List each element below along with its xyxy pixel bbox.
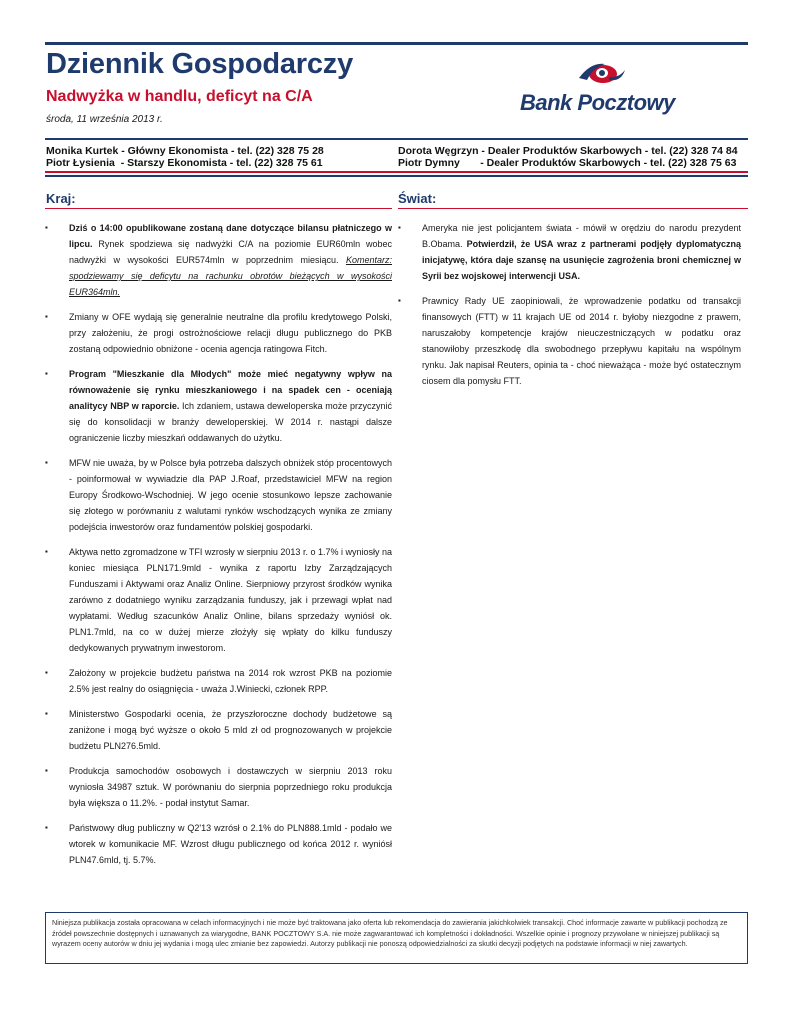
item-text: Ich zdaniem, ustawa deweloperska może przyczynić się do konsolidacji w branży deweloperskiej. W 2014 r. nastąpi dalsze ograniczenie liczby mieszkań oddawanych do użytku. <box>69 401 392 443</box>
kraj-heading: Kraj: <box>46 191 76 206</box>
list-item <box>398 220 741 284</box>
bullet-icon: ▪ <box>45 312 48 321</box>
top-rule <box>45 42 748 45</box>
contact-left-2: Piotr Łysienia - Starszy Ekonomista - tel. (22) 328 75 61 <box>46 157 323 169</box>
swiat-list <box>398 220 741 389</box>
list-item <box>45 665 392 697</box>
list-item <box>45 544 392 656</box>
bullet-icon: ▪ <box>398 223 401 232</box>
contact-right-2: Piotr Dymny - Dealer Produktów Skarbowych - tel. (22) 328 75 63 <box>398 157 737 169</box>
kraj-column <box>45 220 392 877</box>
item-text: Rynek spodziewa się nadwyżki C/A na poziomie EUR60mln wobec nadwyżki w wysokości EUR574mln w poprzednim miesiącu. <box>69 239 392 265</box>
item-text: Zmiany w OFE wydają się generalnie neutralne dla profilu kredytowego Polski, przy założeniu, że progi ostrożnościowe relacji długu publicznego do PKB zostaną odpowiednio obniżone - ocenia agencja ratingowa Fitch. <box>69 312 392 354</box>
contact-left-1: Monika Kurtek - Główny Ekonomista - tel. (22) 328 75 28 <box>46 145 324 157</box>
disclaimer-footer <box>45 912 748 964</box>
item-text: Ministerstwo Gospodarki ocenia, że przyszłoroczne dochody budżetowe są zaniżone i mogą być wyższe o około 5 mld zł od prognozowanych w projekcie budżetu PLN276.5mld. <box>69 709 392 751</box>
item-comment: Komentarz: spodziewamy się deficytu na rachunku obrotów bieżących w wysokości EUR364mln. <box>69 255 392 297</box>
item-text: Prawnicy Rady UE zaopiniowali, że wprowadzenie podatku od transakcji finansowych (FTT) w 11 krajach UE od 2014 r. byłoby niezgodne z prawem, naruszałoby kompetencje krajów nieuczestniczących w podatku oraz stanowiłoby przeszkodę dla swobodnego przepływu kapitału na wspólnym rynku. Jak napisał Reuters, opinia ta - choć nieważąca - może być ostatecznym ciosem dla pomysłu FTT. <box>422 296 741 386</box>
contacts-bottom-rule <box>45 175 748 177</box>
item-text: MFW nie uważa, by w Polsce była potrzeba dalszych obniżek stóp procentowych - poinformował w wywiadzie dla PAP J.Roaf, przedstawiciel MFW na region Europy Środkowo-Wschodniej. W jego ocenie stosunkowo lepsze zachowanie się złotego w porównaniu z walutami rynków wschodzących wynika ze zmiany podejścia inwestorów oraz fundamentów polskiej gospodarki. <box>69 458 392 532</box>
contacts-bottom-rule-red <box>45 171 748 173</box>
item-bold-text: Potwierdził, że USA wraz z partnerami podjęły dyplomatyczną inicjatywę, która daje szansę na usunięcie zagrożenia broni chemicznej w Syrii bez wojskowej interwencji USA. <box>422 239 741 281</box>
list-item <box>45 763 392 811</box>
bank-logo-text: Bank Pocztowy <box>520 90 675 115</box>
list-item <box>45 366 392 446</box>
bullet-icon: ▪ <box>45 709 48 718</box>
item-bold-text: Program "Mieszkanie dla Młodych" może mieć negatywny wpływ na równoważenie się rynku mieszkaniowego i na spadek cen - oceniają analitycy NBP w raporcie. <box>69 369 392 411</box>
list-item <box>45 706 392 754</box>
item-text: Produkcja samochodów osobowych i dostawczych w sierpniu 2013 roku wyniosła 34987 sztuk. W porównaniu do sierpnia poprzedniego roku produkcja była większa o 11.2%. - podał instytut Samar. <box>69 766 392 808</box>
swiat-column <box>398 220 741 398</box>
bullet-icon: ▪ <box>45 458 48 467</box>
contact-right-1: Dorota Węgrzyn - Dealer Produktów Skarbowych - tel. (22) 328 74 84 <box>398 145 738 157</box>
bullet-icon: ▪ <box>45 547 48 556</box>
item-bold-text: Dziś o 14:00 opublikowane zostaną dane dotyczące bilansu płatniczego w lipcu. <box>69 223 392 249</box>
contacts-top-rule <box>45 138 748 140</box>
list-item <box>45 455 392 535</box>
kraj-heading-rule <box>45 208 392 209</box>
page-subtitle: Nadwyżka w handlu, deficyt na C/A <box>46 88 313 105</box>
bullet-icon: ▪ <box>45 223 48 232</box>
item-text: Państwowy dług publiczny w Q2'13 wzrósł o 2.1% do PLN888.1mld - podało we wtorek w komunikacie MF. Wzrost długu publicznego od końca 2012 r. wyniósł PLN47.6mld, tj. 5.7%. <box>69 823 392 865</box>
item-text: Ameryka nie jest policjantem świata - mówił w orędziu do narodu prezydent B.Obama. <box>422 223 741 249</box>
bank-logo-bird-icon <box>575 60 627 88</box>
list-item <box>45 309 392 357</box>
list-item <box>398 293 741 389</box>
page-title: Dziennik Gospodarczy <box>46 48 354 80</box>
bullet-icon: ▪ <box>45 369 48 378</box>
bullet-icon: ▪ <box>45 823 48 832</box>
publication-date: środa, 11 września 2013 r. <box>46 114 163 125</box>
item-text: Założony w projekcie budżetu państwa na 2014 rok wzrost PKB na poziomie 2.5% jest realny do osiągnięcia - uważa J.Winiecki, członek RPP. <box>69 668 392 694</box>
swiat-heading-rule <box>398 208 748 209</box>
item-text: Aktywa netto zgromadzone w TFI wzrosły w sierpniu 2013 r. o 1.7% i wyniosły na koniec miesiąca PLN171.9mld - wynika z raportu Izby Zarządzających Funduszami i Aktywami oraz Analiz Online. Sierpniowy przyrost środków wynika zarówno z dodatniego wyniku zarządzania funduszy, jak i przewagi wpłat nad wypłatami. Według szacunków Analiz Online, bilans sprzedaży wyniósł ok. PLN1.7mld, na co w dużej mierze złożyły się wpłaty do kilku funduszy dedykowanych prywatnym inwestorom. <box>69 547 392 653</box>
kraj-list <box>45 220 392 868</box>
bullet-icon: ▪ <box>398 296 401 305</box>
bank-logo <box>520 60 685 120</box>
bullet-icon: ▪ <box>45 668 48 677</box>
list-item <box>45 220 392 300</box>
bullet-icon: ▪ <box>45 766 48 775</box>
swiat-heading: Świat: <box>398 191 437 206</box>
disclaimer-text: Niniejsza publikacja została opracowana w celach informacyjnych i nie może być traktowana jako oferta lub rekomendacja do zawierania jakichkolwiek transakcji. Choć informacje zawarte w publikacji pochodzą ze źródeł powszechnie dostępnych i uznawanych za wiarygodne, BANK POCZTOWY S.A. nie może zagwarantować ich kompletności i dokładności. Wszelkie opinie i prognozy przywołane w niniejszej publikacji są wyrazem oceny autorów w dniu jej wydania i mogą ulec zmianie bez zapowiedzi. Autorzy publikacji nie ponoszą odpowiedzialności za skutki decyzji podjętych na podstawie informacji w niej zawartych. <box>52 918 728 949</box>
list-item <box>45 820 392 868</box>
